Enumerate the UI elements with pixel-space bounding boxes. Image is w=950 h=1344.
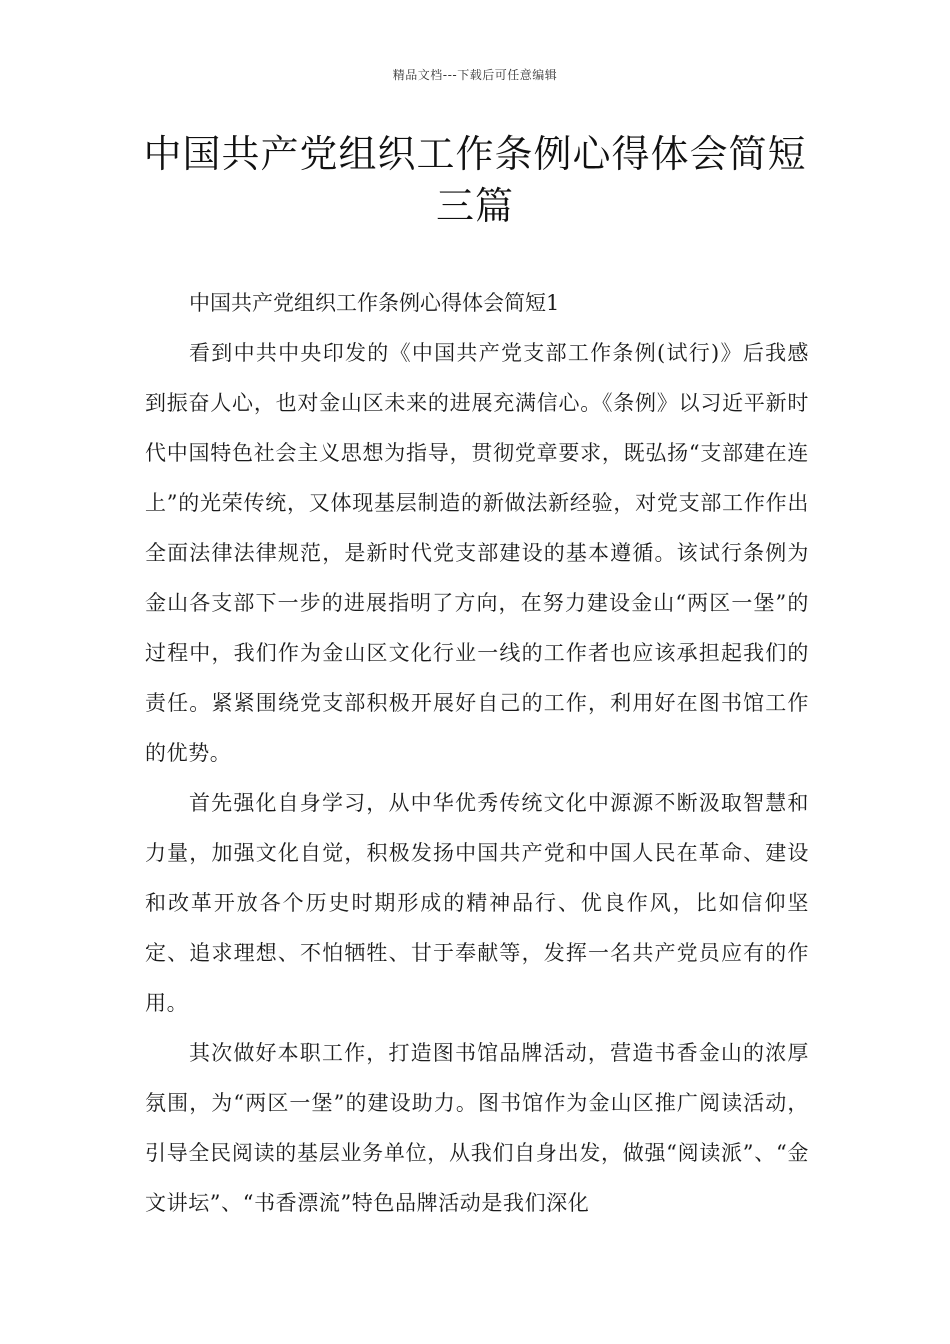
paragraph: 首先强化自身学习，从中华优秀传统文化中源源不断汲取智慧和力量，加强文化自觉，积极发扬中国共产党和中国人民在革命、建设和改革开放各个历史时期形成的精神品行、优良作风，比如信仰坚定、追求理想、不怕牺牲、甘于奉献等，发挥一名共产党员应有的作用。: [145, 791, 809, 1015]
paragraph: 其次做好本职工作，打造图书馆品牌活动，营造书香金山的浓厚氛围，为“两区一堡”的建设助力。图书馆作为金山区推广阅读活动，引导全民阅读的基层业务单位，从我们自身出发，做强“阅读派”、“金文讲坛”、“书香漂流”特色品牌活动是我们深化: [145, 1041, 809, 1215]
header-note: 精品文档---下载后可任意编辑: [392, 68, 558, 82]
section-title: 中国共产党组织工作条例心得体会简短1: [189, 291, 560, 315]
document-body: [145, 278, 809, 1228]
document-title: 中国共产党组织工作条例心得体会简短三篇: [143, 132, 807, 228]
paragraph: 看到中共中央印发的《中国共产党支部工作条例(试行)》后我感到振奋人心，也对金山区未来的进展充满信心。《条例》以习近平新时代中国特色社会主义思想为指导，贯彻党章要求，既弘扬“支部建在连上”的光荣传统，又体现基层制造的新做法新经验，对党支部工作作出全面法律法律规范，是新时代党支部建设的基本遵循。该试行条例为金山各支部下一步的进展指明了方向，在努力建设金山“两区一堡”的过程中，我们作为金山区文化行业一线的工作者也应该承担起我们的责任。紧紧围绕党支部积极开展好自己的工作，利用好在图书馆工作的优势。: [145, 341, 809, 765]
